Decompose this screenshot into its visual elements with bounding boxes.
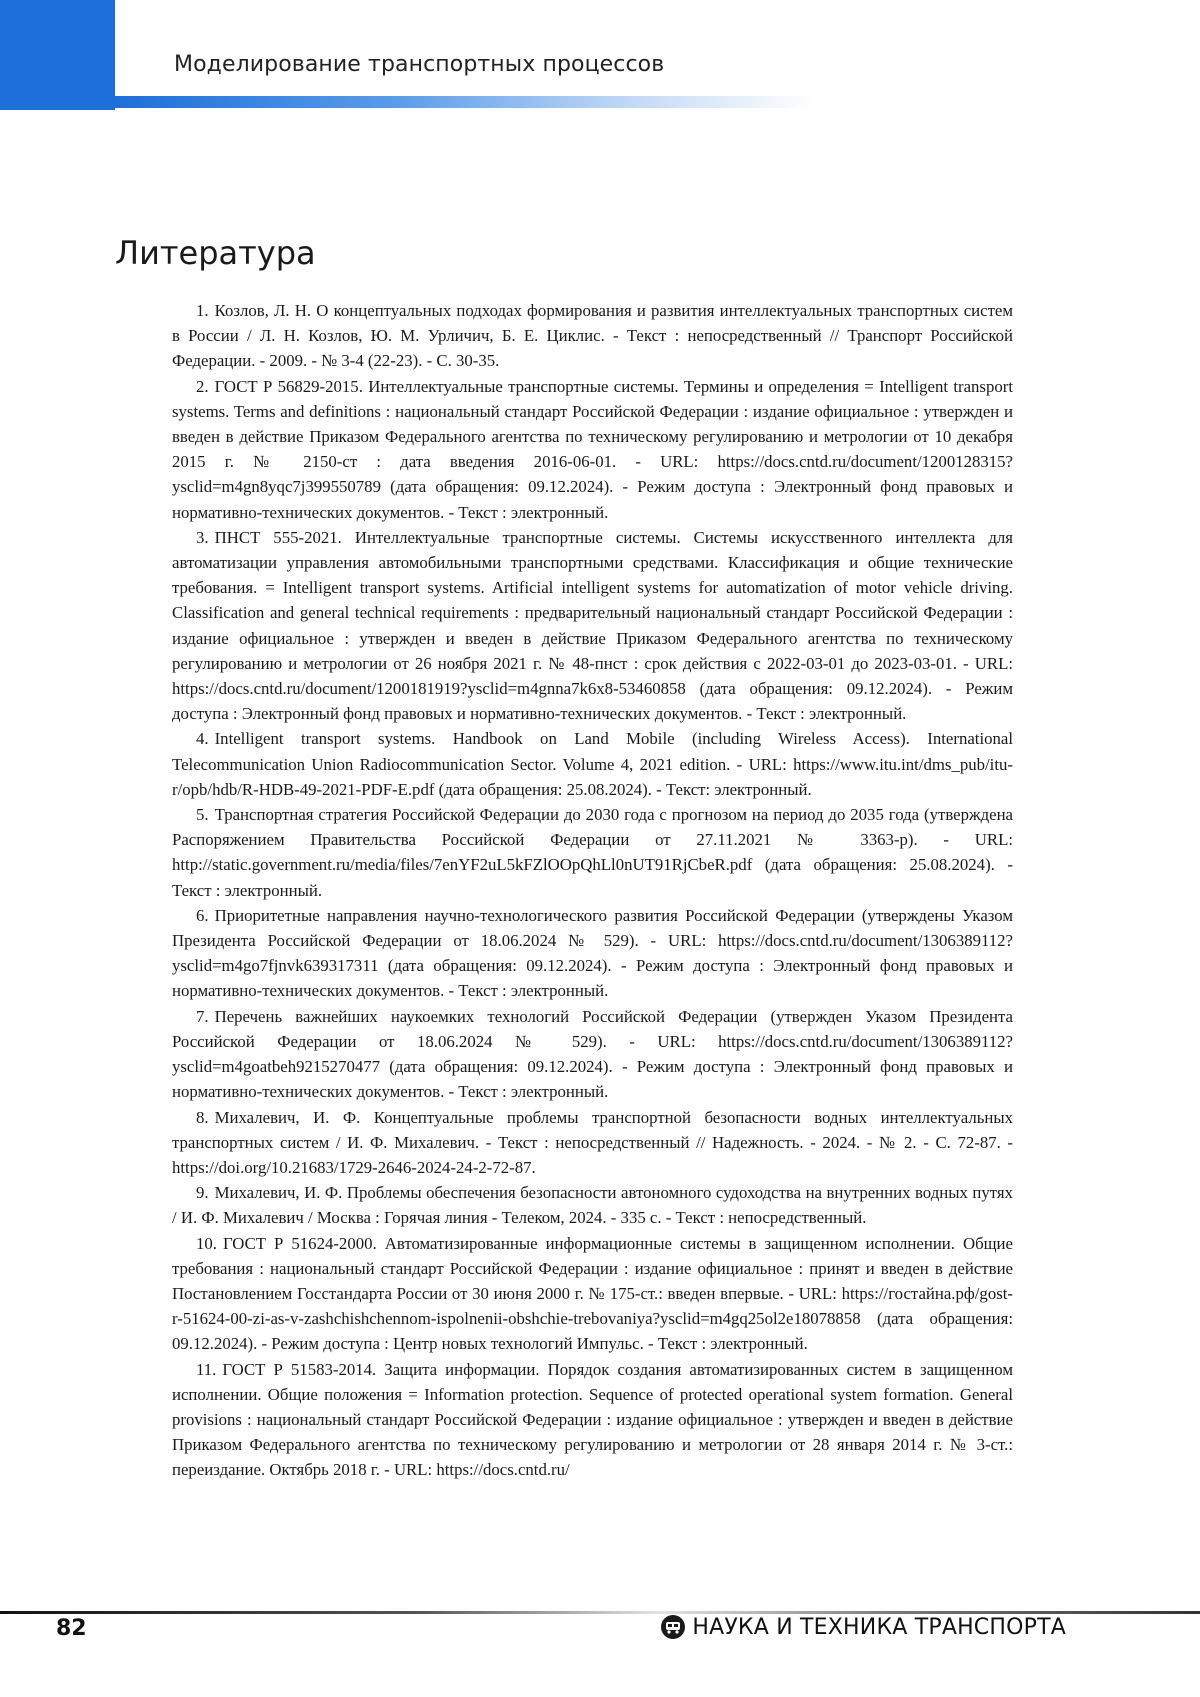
reference-item	[172, 1180, 1013, 1230]
section-heading: Литература	[115, 234, 316, 272]
reference-text: Козлов, Л. Н. О концептуальных подходах формирования и развития интеллектуальных транспортных систем в России / Л. Н. Козлов, Ю. М. Урличич, Б. Е. Циклис. - Текст : непосредственный // Транспорт Российской Федерации. - 2009. - № 3-4 (22-23). - С. 30-35.	[172, 301, 1013, 371]
reference-number: 8.	[196, 1107, 209, 1127]
reference-item	[172, 903, 1013, 1004]
journal-signature	[660, 1614, 1066, 1640]
reference-item	[172, 298, 1013, 374]
reference-number: 10.	[196, 1233, 217, 1253]
reference-text: Приоритетные направления научно-технологического развития Российской Федерации (утверждены Указом Президента Российской Федерации от 18.06.2024 № 529). - URL: https://docs.cntd.ru/document/1306389112?ysclid=m4go7fjnvk639317311 (дата обращения: 09.12.2024). - Режим доступа : Электронный фонд правовых и нормативно-технических документов. - Текст : электронный.	[172, 905, 1013, 1001]
reference-item	[172, 1004, 1013, 1105]
running-header-title: Моделирование транспортных процессов	[174, 52, 665, 77]
reference-item	[172, 1231, 1013, 1357]
reference-text: ГОСТ Р 56829-2015. Интеллектуальные транспортные системы. Термины и определения = Intelligent transport systems. Terms and definitions : национальный стандарт Российской Федерации : издание официальное : утвержден и введен в действие Приказом Федерального агентства по техническому регулированию и метрологии от 10 декабря 2015 г. № 2150-ст : дата введения 2016-06-01. - URL: https://docs.cntd.ru/document/1200128315?ysclid=m4gn8yqc7j399550789 (дата обращения: 09.12.2024). - Режим доступа : Электронный фонд правовых и нормативно-технических документов. - Текст : электронный.	[172, 376, 1013, 522]
reference-number: 2.	[196, 376, 209, 396]
reference-text: ПНСТ 555-2021. Интеллектуальные транспортные системы. Системы искусственного интеллекта для автоматизации управления автомобильными транспортными средствами. Классификация и общие технические требования. = Intelligent transport systems. Artificial intelligent systems for automatization of motor vehicle driving. Classification and general technical requirements : предварительный национальный стандарт Российской Федерации : издание официальное : утвержден и введен в действие Приказом Федерального агентства по техническому регулированию и метрологии от 26 ноября 2021 г. № 48-пнст : срок действия с 2022-03-01 до 2023-03-01. - URL: https://docs.cntd.ru/document/1200181919?ysclid=m4gnna7k6x8-53460858 (дата обращения: 09.12.2024). - Режим доступа : Электронный фонд правовых и нормативно-технических документов. - Текст : электронный.	[172, 527, 1013, 724]
reference-text: Intelligent transport systems. Handbook on Land Mobile (including Wireless Access). International Telecommunication Union Radiocommunication Sector. Volume 4, 2021 edition. - URL: https://www.itu.int/dms_pub/itu-r/opb/hdb/R-HDB-49-2021-PDF-E.pdf (дата обращения: 25.08.2024). - Текст: электронный.	[172, 729, 1013, 799]
reference-number: 1.	[196, 301, 209, 320]
reference-text: Перечень важнейших наукоемких технологий Российской Федерации (утвержден Указом Президента Российской Федерации от 18.06.2024 № 529). - URL: https://docs.cntd.ru/document/1306389112?ysclid=m4goatbeh9215270477 (дата обращения: 09.12.2024). - Режим доступа : Электронный фонд правовых и нормативно-технических документов. - Текст : электронный.	[172, 1006, 1013, 1102]
page-number: 82	[56, 1616, 87, 1641]
reference-text: ГОСТ Р 51624-2000. Автоматизированные информационные системы в защищенном исполнении. Общие требования : национальный стандарт Российской Федерации : издание официальное : принят и введен в действие Постановлением Госстандарта России от 30 июня 2000 г. № 175-ст.: введен впервые. - URL: https://гостайна.рф/gost-r-51624-00-zi-as-v-zashchishchennom-ispolnenii-obshchie-trebovaniya?ysclid=m4gq25ol2e18078858 (дата обращения: 09.12.2024). - Режим доступа : Центр новых технологий Импульс. - Текст : электронный.	[172, 1233, 1013, 1354]
reference-text: Михалевич, И. Ф. Концептуальные проблемы транспортной безопасности водных интеллектуальных транспортных систем / И. Ф. Михалевич. - Текст : непосредственный // Надежность. - 2024. - № 2. - С. 72-87. - https://doi.org/10.21683/1729-2646-2024-24-2-72-87.	[172, 1107, 1013, 1177]
reference-number: 4.	[196, 729, 209, 749]
reference-number: 7.	[196, 1006, 209, 1026]
reference-item	[172, 726, 1013, 802]
header-underline	[115, 96, 815, 108]
reference-item	[172, 525, 1013, 727]
reference-text: Транспортная стратегия Российской Федерации до 2030 года с прогнозом на период до 2035 года (утверждена Распоряжением Правительства Российской Федерации от 27.11.2021 № 3363-р). - URL: http://static.government.ru/media/files/7enYF2uL5kFZlOOpQhLl0nUT91RjCbeR.pdf (дата обращения: 25.08.2024). - Текст : электронный.	[172, 805, 1013, 900]
reference-number: 6.	[196, 905, 209, 925]
reference-item	[172, 374, 1013, 525]
reference-number: 3.	[196, 527, 209, 547]
reference-item	[172, 802, 1013, 903]
reference-number: 11.	[196, 1359, 217, 1379]
reference-text: Михалевич, И. Ф. Проблемы обеспечения безопасности автономного судоходства на внутренних водных путях / И. Ф. Михалевич / Москва : Горячая линия - Телеком, 2024. - 335 с. - Текст : непосредственный.	[172, 1183, 1013, 1228]
reference-text: ГОСТ Р 51583-2014. Защита информации. Порядок создания автоматизированных систем в защищенном исполнении. Общие положения = Information protection. Sequence of protected operational system formation. General provisions : национальный стандарт Российской Федерации : издание официальное : утвержден и введен в действие Приказом Федерального агентства по техническому регулированию и метрологии от 28 января 2014 г. № 3-ст.: переиздание. Октябрь 2018 г. - URL: https://docs.cntd.ru/	[172, 1359, 1013, 1480]
header-accent-block	[0, 0, 115, 110]
reference-number: 5.	[196, 805, 209, 825]
reference-item	[172, 1105, 1013, 1181]
reference-item	[172, 1357, 1013, 1483]
journal-emblem-icon	[660, 1614, 686, 1640]
reference-number: 9.	[196, 1183, 209, 1203]
journal-name: НАУКА И ТЕХНИКА ТРАНСПОРТА	[692, 1614, 1066, 1640]
reference-list	[172, 298, 1013, 1483]
